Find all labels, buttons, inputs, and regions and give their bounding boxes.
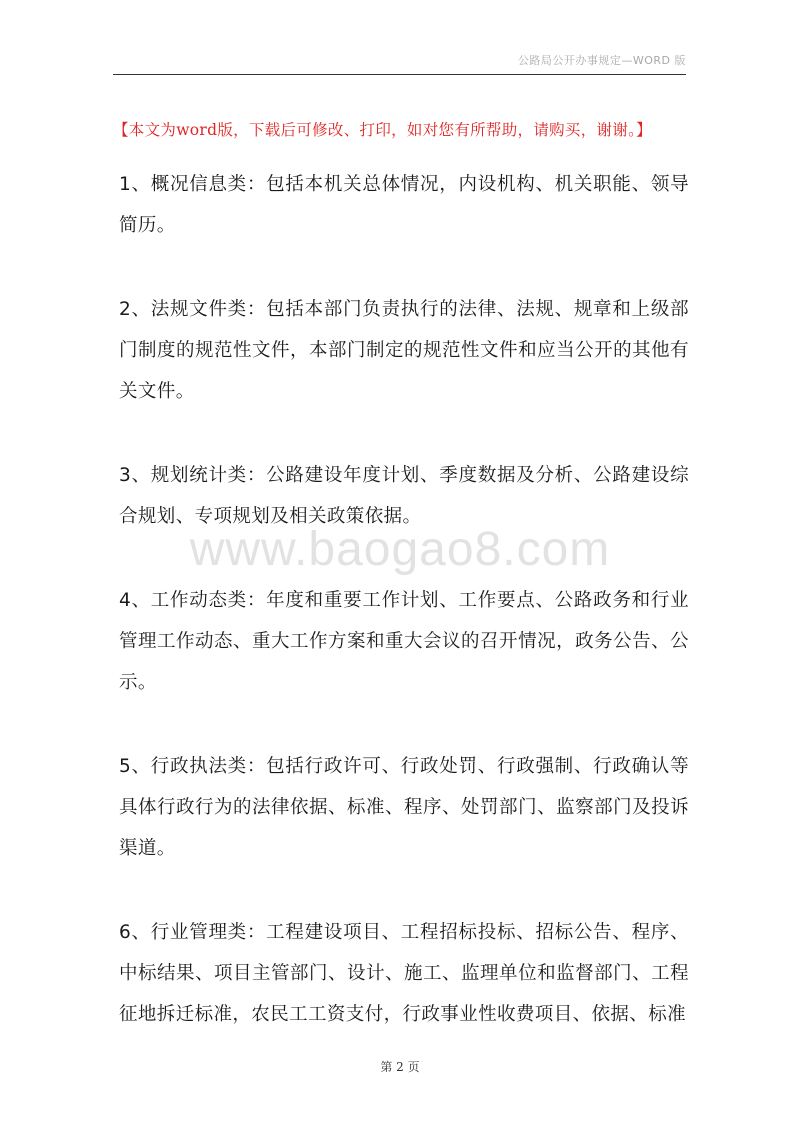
paragraph-regulation-files: 2、法规文件类：包括本部门负责执行的法律、法规、规章和上级部门制度的规范性文件，本部门制定的规范性文件和应当公开的其他有关文件。 (119, 299, 689, 402)
running-header: 公路局公开办事规定—WORD 版 (517, 54, 686, 67)
page-number: 第 2 页 (380, 1060, 420, 1074)
download-notice: 【本文为word版，下载后可修改、打印，如对您有所帮助，请购买，谢谢。】 (113, 121, 652, 139)
paragraph-overview-info: 1、概况信息类：包括本机关总体情况，内设机构、机关职能、领导简历。 (119, 174, 689, 236)
document-body (119, 164, 689, 1078)
header-divider (113, 74, 686, 75)
paragraph-work-updates: 4、工作动态类：年度和重要工作计划、工作要点、公路政务和行业管理工作动态、重大工作方案和重大会议的召开情况，政务公告、公示。 (119, 590, 689, 693)
paragraph-planning-statistics: 3、规划统计类：公路建设年度计划、季度数据及分析、公路建设综合规划、专项规划及相关政策依据。 (119, 465, 689, 527)
paragraph-administrative-enforcement: 5、行政执法类：包括行政许可、行政处罚、行政强制、行政确认等具体行政行为的法律依据、标准、程序、处罚部门、监察部门及投诉渠道。 (119, 756, 689, 859)
watermark: www.baogao8.com (189, 523, 611, 576)
paragraph-industry-management: 6、行业管理类：工程建设项目、工程招标投标、招标公告、程序、中标结果、项目主管部门、设计、施工、监理单位和监督部门、工程征地拆迁标准，农民工工资支付，行政事业性收费项目、依据、标准 (119, 922, 689, 1025)
